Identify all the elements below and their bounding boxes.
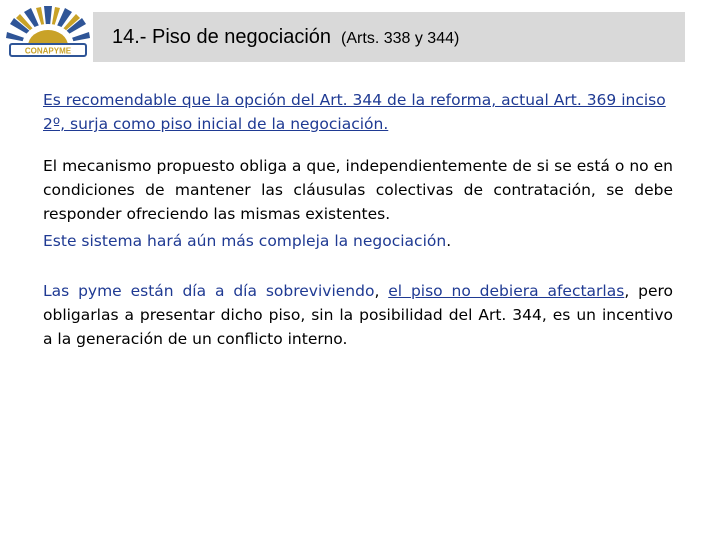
sun-logo-icon [4,2,92,60]
slide-content [43,88,673,351]
pyme-intro: Las pyme están día a día sobreviviendo [43,282,375,300]
title-subtitle: (Arts. 338 y 344) [341,30,460,47]
paragraph-pyme [43,279,673,351]
logo-text: CONAPYME [24,46,72,56]
complexity-period: . [446,232,452,250]
paragraph-mechanism: El mecanismo propuesto obliga a que, independientemente de si se está o no en condiciones de mantener las cláusulas colectivas de contratación, se debe responder ofreciendo las mismas existentes. [43,157,673,223]
pyme-emphasis: el piso no debiera afectarlas [388,282,625,300]
slide-title [112,24,459,52]
paragraph-complexity [43,229,673,253]
title-main: 14.- Piso de negociación [112,26,332,48]
complexity-text: Este sistema hará aún más compleja la negociación [43,232,447,250]
pyme-comma: , [374,282,389,300]
logo [4,2,92,60]
paragraph-recommendation: Es recomendable que la opción del Art. 344 de la reforma, actual Art. 369 inciso 2º, surja como piso inicial de la negociación. [43,91,666,133]
pyme-conclusion: , pero obligarlas a presentar dicho piso, sin la posibilidad del Art. 344, es un incentivo a la generación de un conflicto interno. [43,282,673,348]
